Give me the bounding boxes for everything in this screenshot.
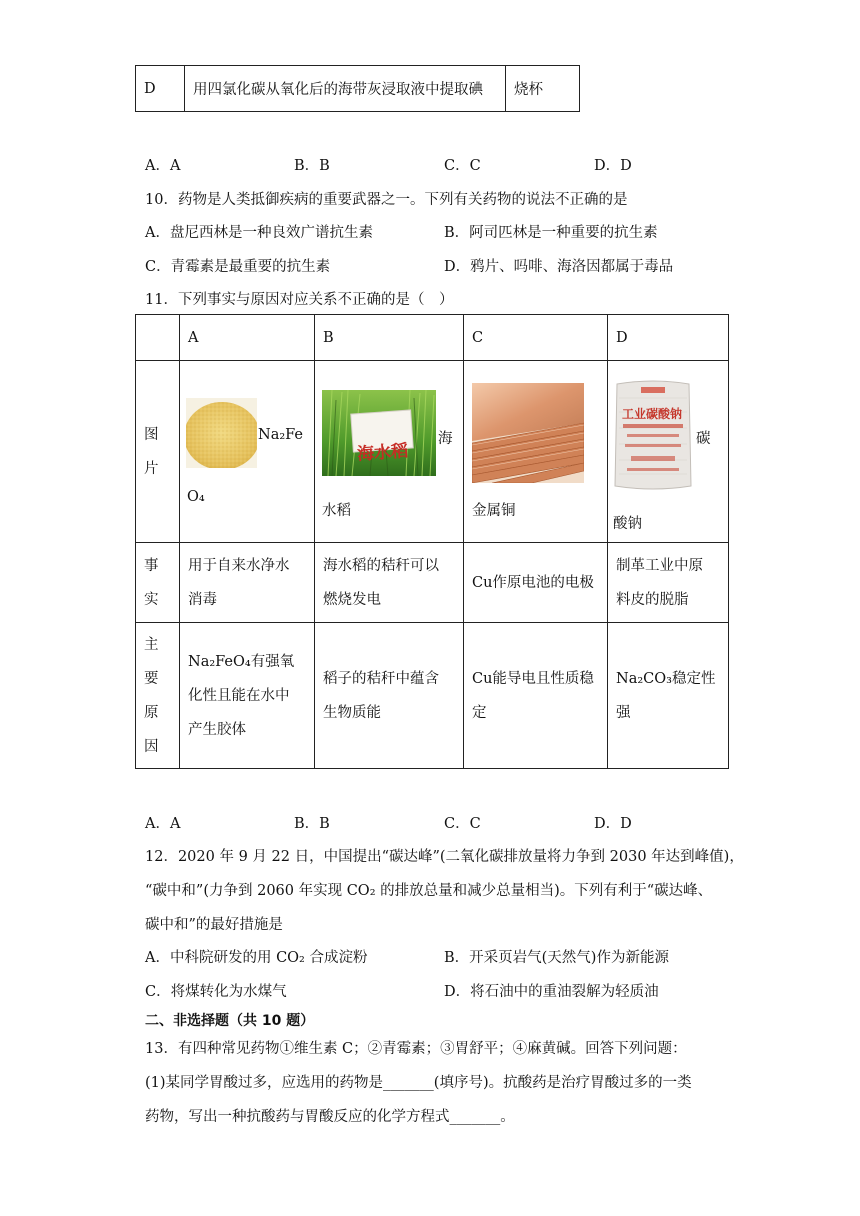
q10-option-c: C．青霉素是最重要的抗生素 <box>145 259 331 275</box>
q11-fact-d: 制革工业中原料皮的脱脂 <box>608 543 729 623</box>
sodium-ferrate-powder-image <box>186 398 257 468</box>
top-table-tool: 烧杯 <box>506 66 580 112</box>
q12-option-c: C．将煤转化为水煤气 <box>145 984 287 1000</box>
q12-line-3: 碳中和”的最好措施是 <box>145 917 283 933</box>
q11-option-b: B．B <box>294 816 330 832</box>
q11-reason-b: 稻子的秸秆中蕴含生物质能 <box>315 623 464 769</box>
top-table <box>135 65 580 112</box>
section-heading: 二、非选择题（共 10 题） <box>145 1013 315 1029</box>
q9-option-d: D．D <box>594 158 632 174</box>
q12-option-a: A．中科院研发的用 CO₂ 合成淀粉 <box>145 950 368 966</box>
caption-d-side: 碳 <box>696 431 711 447</box>
q10-stem: 10．药物是人类抵御疾病的重要武器之一。下列有关药物的说法不正确的是 <box>145 192 628 208</box>
q11-stem: 11．下列事实与原因对应关系不正确的是（ ） <box>145 292 454 308</box>
q11-fact-b: 海水稻的秸秆可以燃烧发电 <box>315 543 464 623</box>
q11-reason-d: Na₂CO₃稳定性强 <box>608 623 729 769</box>
q11-header-a: A <box>180 315 315 361</box>
caption-c-below: 金属铜 <box>472 503 516 519</box>
sea-rice-sign-text: 海水稻 <box>356 441 409 465</box>
q12-line-2: “碳中和”(力争到 2060 年实现 CO₂ 的排放总量和减少总量相当)。下列有利于“碳达峰、 <box>145 883 713 899</box>
bag-label-text: 工业碳酸钠 <box>622 407 683 421</box>
q11-header-d: D <box>608 315 729 361</box>
q10-option-a: A．盘尼西林是一种良效广谱抗生素 <box>145 225 373 241</box>
caption-a-below: O₄ <box>187 489 205 505</box>
q12-option-d: D．将石油中的重油裂解为轻质油 <box>444 984 659 1000</box>
top-table-content: 用四氯化碳从氧化后的海带灰浸取液中提取碘 <box>185 66 506 112</box>
q13-line-1: 13．有四种常见药物①维生素 C；②青霉素；③胃舒平；④麻黄碱。回答下列问题： <box>145 1041 687 1057</box>
q11-row-label-reason: 主 要 原 因 <box>136 623 180 769</box>
q11-header-c: C <box>464 315 608 361</box>
copper-sheets-image <box>472 383 584 483</box>
sodium-carbonate-bag-image <box>613 378 693 492</box>
q11-fact-c: Cu作原电池的电极 <box>464 543 608 623</box>
q11-option-c: C．C <box>444 816 481 832</box>
q9-option-a: A．A <box>145 158 181 174</box>
q11-row-label-image: 图 片 <box>136 361 180 543</box>
q9-option-b: B．B <box>294 158 330 174</box>
q13-line-3: 药物，写出一种抗酸药与胃酸反应的化学方程式_______。 <box>145 1109 515 1125</box>
top-table-label: D <box>136 66 185 112</box>
q11-option-d: D．D <box>594 816 632 832</box>
q11-reason-c: Cu能导电且性质稳定 <box>464 623 608 769</box>
q10-option-d: D．鸦片、吗啡、海洛因都属于毒品 <box>444 259 674 275</box>
q11-option-a: A．A <box>145 816 181 832</box>
q10-option-b: B．阿司匹林是一种重要的抗生素 <box>444 225 658 241</box>
caption-b-side: 海 <box>438 431 453 447</box>
q11-header-b: B <box>315 315 464 361</box>
q12-line-1: 12．2020 年 9 月 22 日，中国提出“碳达峰”(二氧化碳排放量将力争到 2030 年达到峰值)， <box>145 849 744 865</box>
caption-b-below: 水稻 <box>322 503 351 519</box>
q11-fact-a: 用于自来水净水消毒 <box>180 543 315 623</box>
q13-line-2: (1)某同学胃酸过多，应选用的药物是_______(填序号)。抗酸药是治疗胃酸过多的一类 <box>145 1075 692 1091</box>
caption-d-below: 酸钠 <box>613 516 642 532</box>
q11-row-label-fact: 事 实 <box>136 543 180 623</box>
q11-corner-cell <box>136 315 180 361</box>
q11-reason-a: Na₂FeO₄有强氧化性且能在水中产生胶体 <box>180 623 315 769</box>
q9-option-c: C．C <box>444 158 481 174</box>
q12-option-b: B．开采页岩气(天然气)作为新能源 <box>444 950 669 966</box>
caption-a-side: Na₂Fe <box>258 427 303 443</box>
